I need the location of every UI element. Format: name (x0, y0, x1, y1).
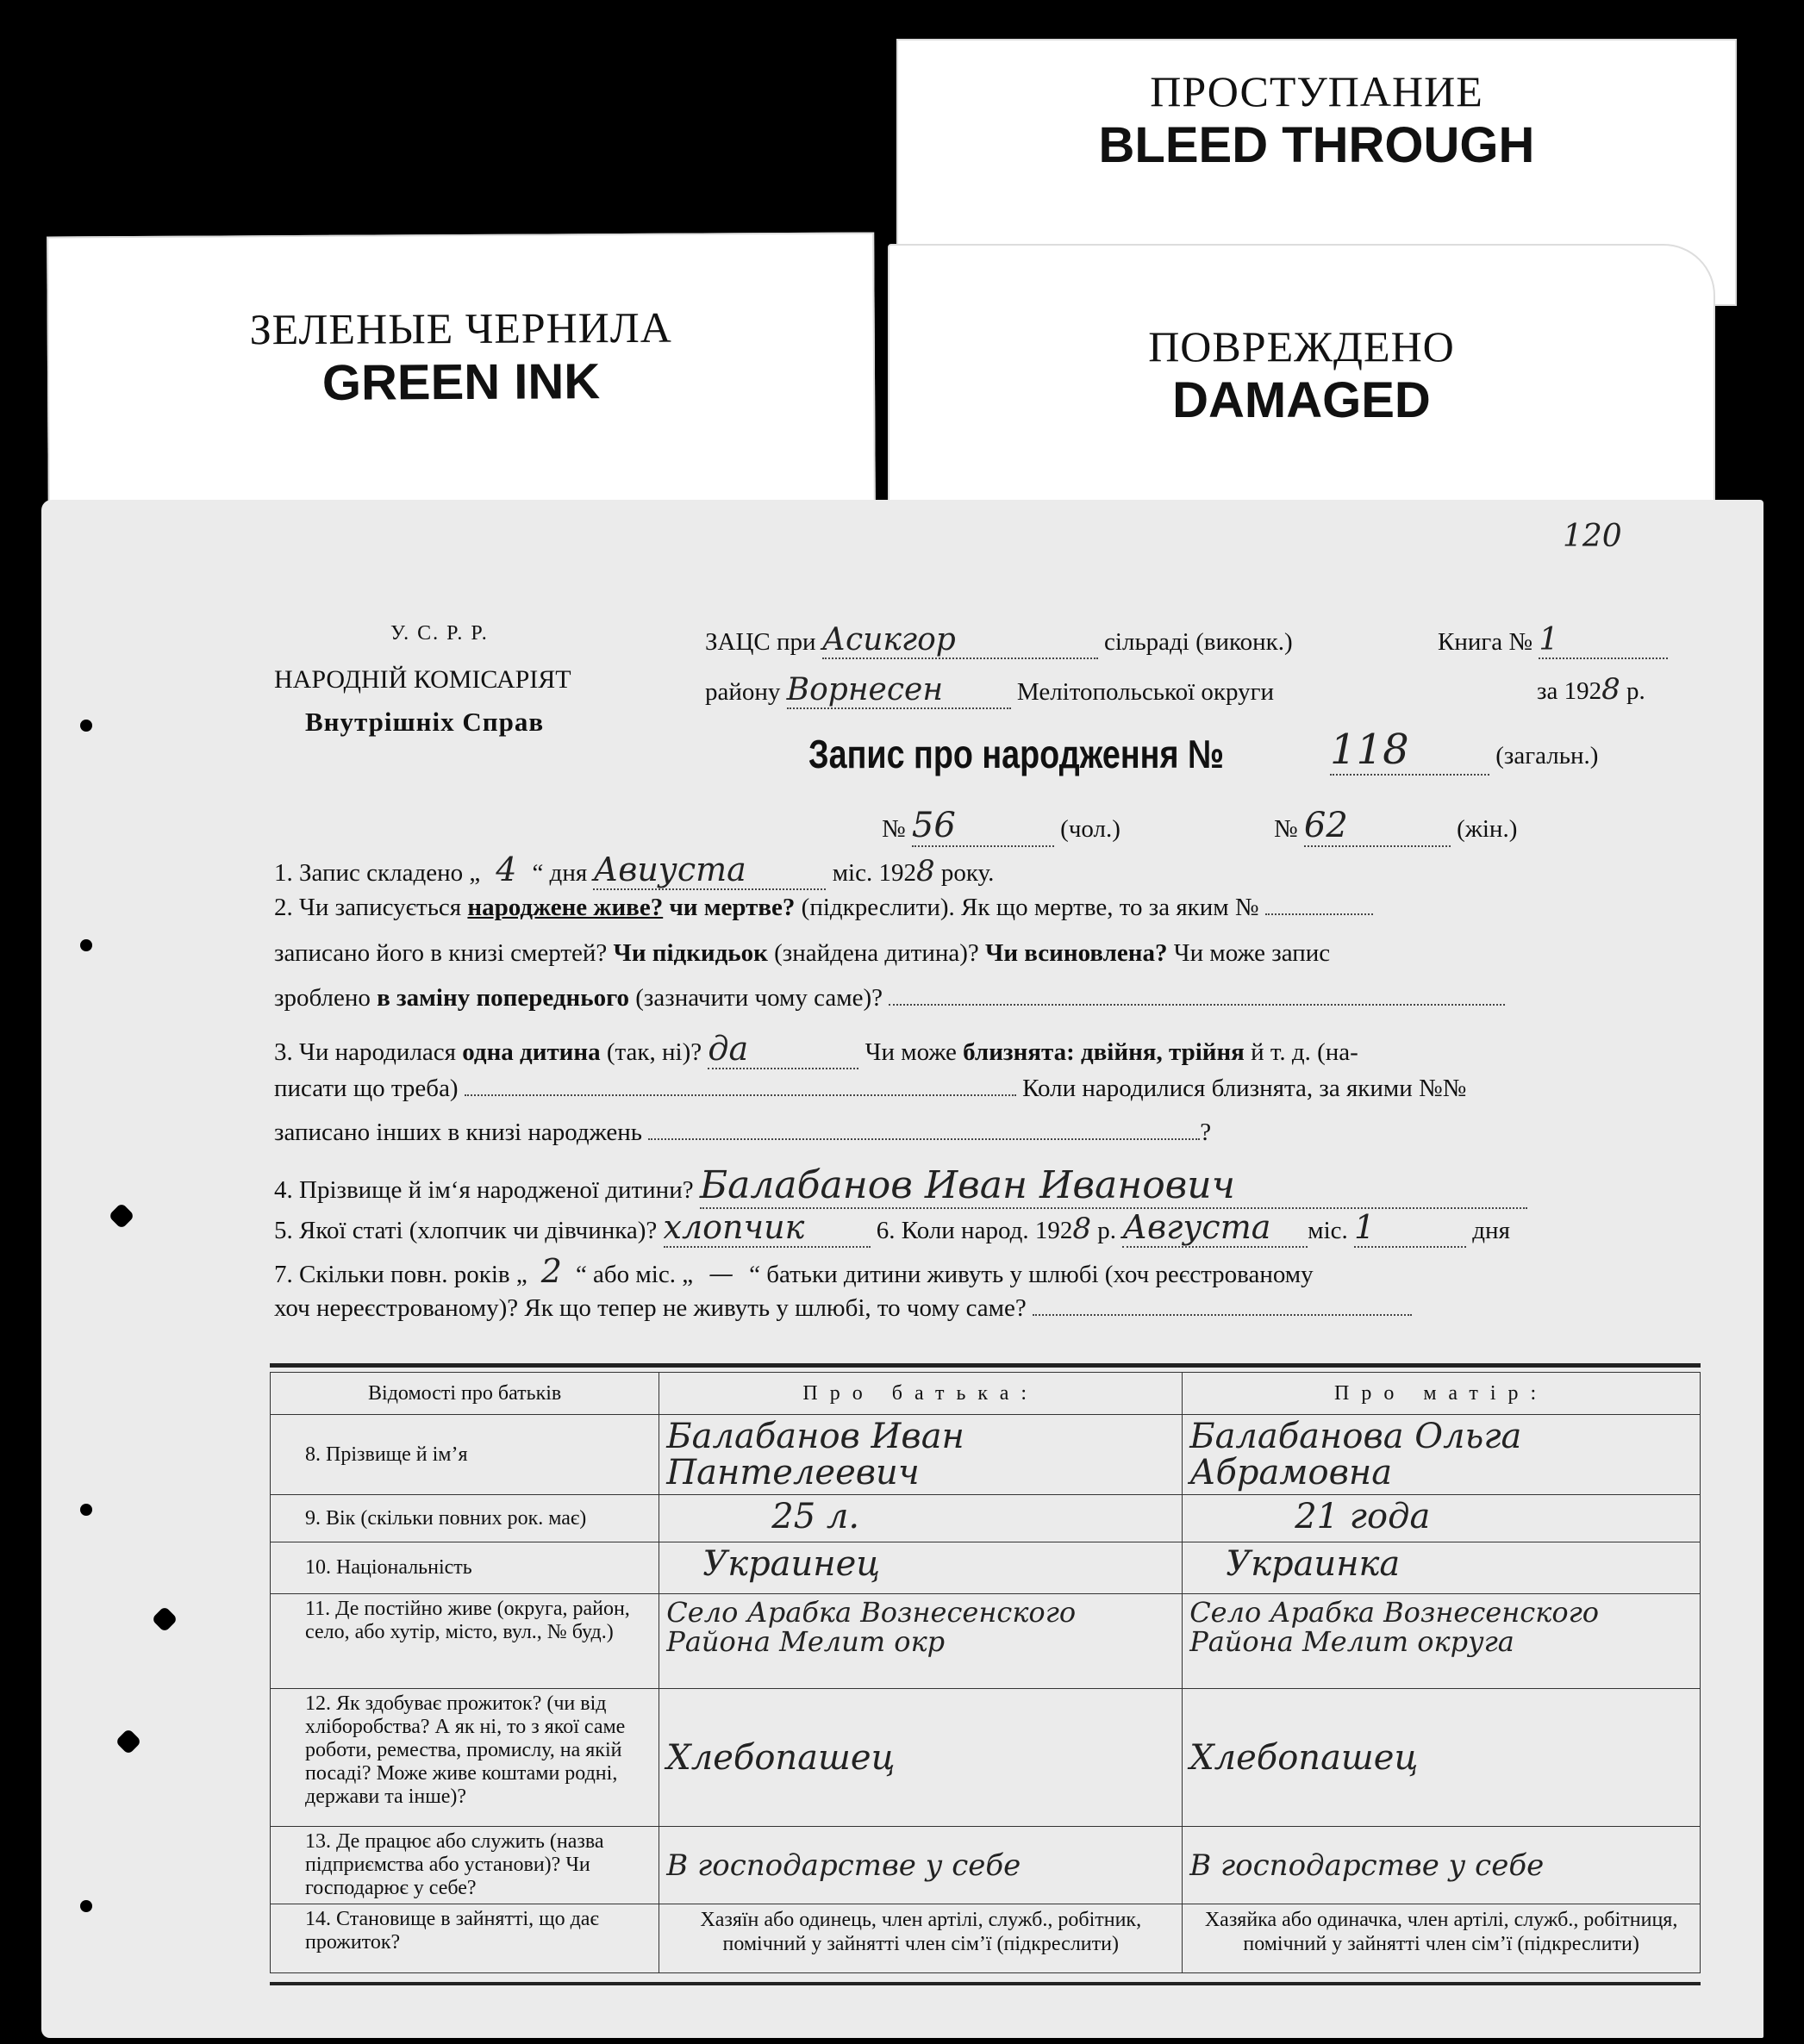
question-3-line-1 (274, 1030, 1358, 1069)
q2-text: народжене живе? (467, 894, 664, 921)
q2-text: Чи підкидьок (613, 939, 768, 967)
male-number-line (882, 806, 1120, 847)
question-2-line-2 (274, 939, 1330, 968)
punch-hole (108, 1202, 134, 1229)
q5-label: 5. Якої статі (хлопчик чи дівчинка)? (274, 1217, 658, 1244)
q3-text: Коли народилися близнята, за якими №№ (1022, 1075, 1467, 1102)
q7-dots (1033, 1314, 1412, 1316)
q3-dots (648, 1138, 1200, 1140)
row-question: 11. Де постійно живе (округа, район, село, або хутір, місто, вул., № буд.) (271, 1594, 659, 1689)
table-row (271, 1689, 1701, 1827)
table-header: Про матір: (1183, 1373, 1701, 1415)
okruga-label: Мелітопольської округи (1016, 678, 1274, 706)
father-value: Хлебопашец (659, 1689, 1183, 1827)
mother-value: 21 года (1183, 1495, 1701, 1542)
q7-text: “ батьки дитини живуть у шлюбі (хоч реєстрованому (749, 1261, 1314, 1288)
table-row (271, 1904, 1701, 1973)
q2-dots (889, 1004, 1505, 1006)
card-ru-text: ПРОСТУПАНИЕ (1150, 67, 1483, 115)
row-question: 8. Прізвище й імʼя (271, 1415, 659, 1495)
father-value: Украинец (659, 1542, 1183, 1594)
q3-text: писати що треба) (274, 1075, 459, 1102)
year-prefix: за 192 (1537, 677, 1602, 705)
mother-value: Хазяйка або одиначка, член артілі, служб., робітниця, помічний у зайнятті член сімʼї (підкреслити) (1183, 1904, 1701, 1973)
q2-text: Чи всиновлена? (985, 939, 1168, 967)
q3-text: записано інших в книзі народжень (274, 1119, 642, 1146)
year-line (1537, 672, 1645, 707)
father-value: Село Арабка Вознесенского Района Мелит окр (659, 1594, 1183, 1689)
q3-text: 3. Чи народилася (274, 1038, 463, 1066)
q2-text: чи мертве? (663, 894, 796, 921)
q3-value: да (708, 1030, 858, 1069)
mother-value: Балабанова Ольга Абрамовна (1183, 1415, 1701, 1495)
female-number-label: № (1274, 815, 1298, 843)
father-value: Хазяїн або одинець, член артілі, служб., робітник, помічний у зайнятті член сімʼї (підкреслити) (659, 1904, 1183, 1973)
q1-text: року. (940, 859, 995, 887)
q2-text: Чи може запис (1167, 939, 1331, 967)
card-en-text: DAMAGED (1172, 372, 1431, 428)
q5-sex: хлопчик (664, 1208, 871, 1248)
question-2-line-1 (274, 894, 1373, 922)
row-question: 10. Національність (271, 1542, 659, 1594)
q2-text: записано його в книзі смертей? (274, 939, 614, 967)
label-card-damaged (888, 244, 1715, 511)
row-question: 14. Становище в зайнятті, що дає прожиток? (271, 1904, 659, 1973)
table-row (271, 1415, 1701, 1495)
question-7-line-2 (274, 1294, 1412, 1323)
q2-text: (підкреслити). Як що мертве, то за яким № (795, 894, 1259, 921)
header-commissariat: НАРОДНІЙ КОМІСАРІЯТ (274, 665, 571, 694)
q3-text: ? (1200, 1119, 1212, 1146)
q1-text: міс. 192 (832, 859, 916, 887)
q6-text: міс. (1308, 1217, 1348, 1244)
year-suffix: р. (1626, 677, 1645, 705)
q2-text: 2. Чи записується (274, 894, 468, 921)
q2-text: (зазначити чому саме)? (629, 984, 883, 1012)
q6-day: 1 (1354, 1208, 1466, 1248)
card-ru-text: ЗЕЛЕНЫЕ ЧЕРНИЛА (249, 302, 672, 354)
q3-dots (465, 1094, 1016, 1096)
rayon-line (705, 672, 1274, 709)
punch-hole (115, 1728, 141, 1754)
father-value: В господарстве у себе (659, 1827, 1183, 1904)
table-row (271, 1827, 1701, 1904)
q1-text: 1. Запис складено „ (274, 859, 481, 887)
q7-text: хоч нереєстрованому)? Як що тепер не живуть у шлюбі, то чому саме? (274, 1294, 1027, 1322)
header-internal-affairs: Внутрішніх Справ (305, 707, 545, 737)
question-3-line-2 (274, 1075, 1466, 1103)
q3-text: Чи може (865, 1038, 964, 1066)
q6-year: 8 (1072, 1212, 1092, 1246)
female-number-value: 62 (1304, 806, 1451, 847)
table-bottom-rule (270, 1982, 1701, 1985)
male-number-suffix: (чол.) (1060, 815, 1120, 843)
header-ussr: У. С. Р. Р. (390, 622, 489, 645)
q2-text: (знайдена дитина)? (767, 939, 986, 967)
q4-label: 4. Прізвище й імʻя народженої дитини? (274, 1176, 694, 1204)
zacs-value: Асикгор (822, 622, 1098, 659)
punch-hole (151, 1605, 178, 1632)
question-4 (274, 1163, 1527, 1209)
father-value: 25 л. (659, 1495, 1183, 1542)
female-number-suffix: (жін.) (1457, 815, 1518, 843)
mother-value: В господарстве у себе (1183, 1827, 1701, 1904)
card-ru-text: ПОВРЕЖДЕНО (1148, 322, 1455, 371)
q7-months: — (708, 1259, 734, 1288)
q6-month: Августа (1122, 1208, 1308, 1248)
punch-hole (80, 1900, 92, 1912)
mother-value: Село Арабка Вознесенского Района Мелит округа (1183, 1594, 1701, 1689)
book-label: Книга № (1438, 628, 1533, 656)
card-en-text: GREEN INK (321, 353, 601, 411)
record-number: 118 (1330, 726, 1489, 776)
female-number-line (1274, 806, 1517, 847)
table-row (271, 1594, 1701, 1689)
q7-text: “ або міс. „ (575, 1261, 694, 1288)
male-number-label: № (882, 815, 906, 843)
punch-hole (80, 939, 92, 951)
table-row (271, 1495, 1701, 1542)
punch-hole (80, 720, 92, 732)
q7-text: 7. Скільки повн. років „ (274, 1261, 527, 1288)
question-2-line-3 (274, 984, 1505, 1013)
q6-text: дня (1472, 1217, 1510, 1244)
q3-text: й т. д. (на- (1244, 1038, 1358, 1066)
table-row (271, 1542, 1701, 1594)
q7-years: 2 (540, 1252, 562, 1290)
title-number-line (1330, 726, 1598, 776)
table-top-rule (270, 1363, 1701, 1368)
table-header: Відомості про батьків (271, 1373, 659, 1415)
row-question: 13. Де працює або служить (назва підприємства або установи)? Чи господарює у себе? (271, 1827, 659, 1904)
row-question: 12. Як здобуває прожиток? (чи від хліборобства? А як ні, то з якої саме роботи, ремества, промислу, на якій посаді? Може живе коштами родні, держави та інше)? (271, 1689, 659, 1827)
q1-text: “ дня (532, 859, 588, 887)
general-label: (загальн.) (1495, 742, 1599, 770)
q4-child-name: Балабанов Иван Иванович (700, 1163, 1527, 1209)
q3-text: близнята: двійня, трійня (963, 1038, 1245, 1066)
rayon-value: Ворнесен (787, 672, 1011, 709)
zacs-label: ЗАЦС при (705, 628, 816, 656)
male-number-value: 56 (912, 806, 1054, 847)
q1-month: Авиуста (593, 851, 826, 890)
parents-table (270, 1372, 1701, 1973)
rayon-label: району (705, 678, 781, 706)
mother-value: Хлебопашец (1183, 1689, 1701, 1827)
q2-text: зроблено (274, 984, 378, 1012)
row-question: 9. Вік (скільки повних рок. має) (271, 1495, 659, 1542)
question-1 (274, 851, 994, 890)
mother-value: Украинка (1183, 1542, 1701, 1594)
q2-dots (1265, 913, 1373, 915)
year-value: 8 (1601, 672, 1620, 707)
q3-text: (так, ні)? (600, 1038, 702, 1066)
silradi-label: сільраді (виконк.) (1104, 628, 1293, 656)
question-5-6 (274, 1208, 1510, 1248)
q6-label: 6. Коли народ. 192 (876, 1217, 1073, 1244)
q3-text: одна дитина (462, 1038, 601, 1066)
label-card-green-ink (47, 232, 876, 512)
q1-year: 8 (915, 854, 935, 888)
q1-day: 4 (496, 851, 517, 888)
table-header-row (271, 1373, 1701, 1415)
book-line (1438, 622, 1668, 659)
question-3-line-3 (274, 1119, 1211, 1147)
page-title: Запис про народження № (808, 732, 1225, 776)
father-value: Балабанов Иван Пантелеевич (659, 1415, 1183, 1495)
birth-record-document (41, 500, 1763, 2038)
page-number: 120 (1563, 519, 1622, 554)
punch-hole (80, 1504, 92, 1516)
zacs-line (705, 622, 1293, 659)
card-en-text: BLEED THROUGH (1098, 117, 1535, 173)
table-header: Про батька: (659, 1373, 1183, 1415)
q6-text: р. (1097, 1217, 1117, 1244)
book-value: 1 (1539, 622, 1668, 659)
question-7-line-1 (274, 1252, 1314, 1290)
q2-text: в заміну попереднього (377, 984, 630, 1012)
